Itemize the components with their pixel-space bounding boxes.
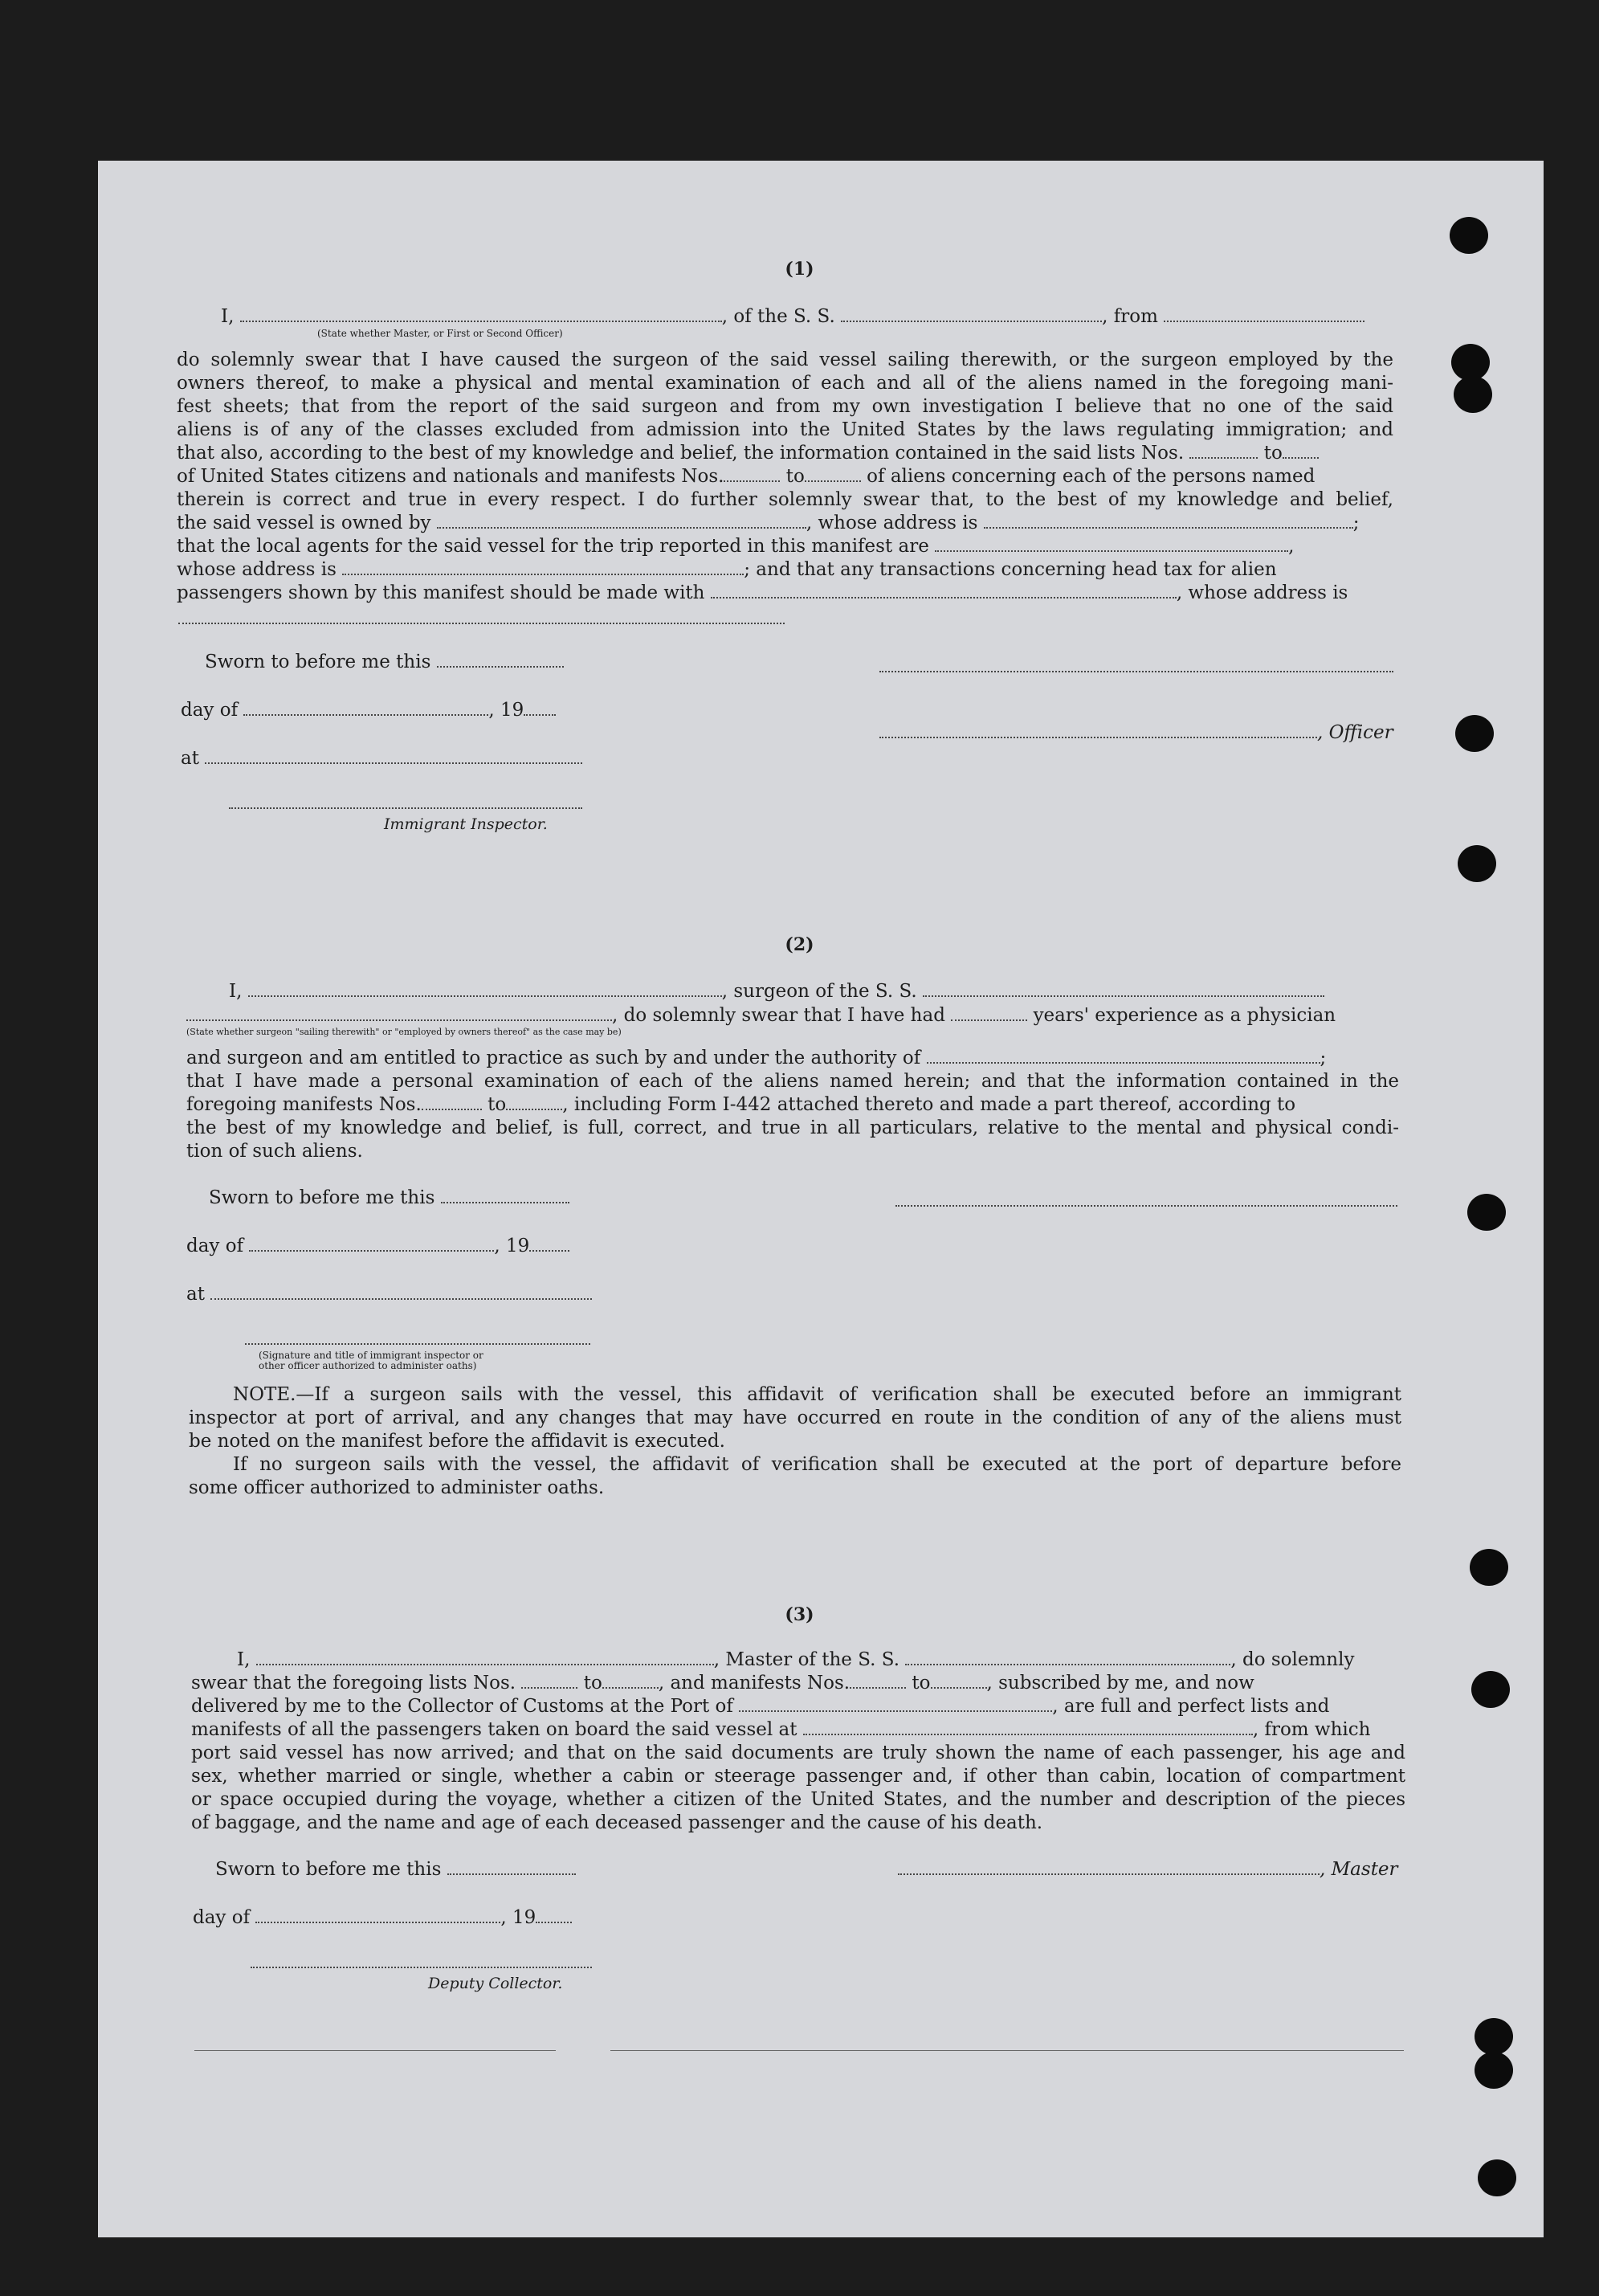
s3-paragraph-line: swear that the foregoing lists Nos. to , and manifests Nos. to , subscribed by me, and now [191, 1673, 1254, 1693]
s2-at-line: at [186, 1283, 592, 1306]
s2-inspector-signature-blank [245, 1343, 590, 1345]
s1-paragraph-line: that the local agents for the said vessel for the trip reported in this manifest are , [177, 536, 1295, 557]
binder-hole [1450, 217, 1488, 254]
bottom-rule-left [194, 2050, 556, 2051]
s2-note-line: NOTE.—If a surgeon sails with the vessel, this affidavit of verification shall be executed before an immigrant [233, 1384, 1401, 1405]
s1-paragraph-line: the said vessel is owned by , whose address is ; [177, 513, 1360, 533]
s3-paragraph-line: port said vessel has now arrived; and that on the said documents are truly shown the name of each passenger, his age and [191, 1742, 1405, 1763]
s3-paragraph-line: manifests of all the passengers taken on board the said vessel at , from which [191, 1719, 1371, 1740]
s1-paragraph-line: therein is correct and true in every respect. I do further solemnly swear that, to the best of my knowledge and belief, [177, 489, 1393, 510]
section-1-number: (1) [785, 259, 814, 280]
binder-hole [1455, 715, 1494, 752]
s2-sig-caption: (Signature and title of immigrant inspector or [259, 1350, 483, 1361]
bottom-rule-right [610, 2050, 1404, 2051]
binder-hole [1467, 1194, 1506, 1231]
binder-hole [1458, 845, 1496, 882]
s2-caption-surgeon: (State whether surgeon "sailing therewith" or "employed by owners thereof" as the case may be) [186, 1027, 622, 1037]
s1-address-blank [178, 623, 785, 624]
s3-paragraph-line: delivered by me to the Collector of Customs at the Port of , are full and perfect lists and [191, 1696, 1330, 1717]
s2-note-line: be noted on the manifest before the affidavit is executed. [189, 1431, 725, 1452]
binder-hole [1478, 2159, 1516, 2196]
s2-day-line: day of , 19 [186, 1235, 569, 1258]
binder-hole [1471, 1671, 1510, 1708]
binder-hole [1470, 1549, 1508, 1586]
s2-paragraph-line: foregoing manifests Nos. to , including Form I-442 attached thereto and made a part thereof, according to [186, 1094, 1296, 1115]
s2-note-line: inspector at port of arrival, and any changes that may have occurred en route in the condition of any of the aliens must [189, 1407, 1401, 1428]
s2-note-line: some officer authorized to administer oaths. [189, 1477, 605, 1498]
s3-paragraph-line: or space occupied during the voyage, whether a citizen of the United States, and the number and description of the pieces [191, 1789, 1405, 1810]
s1-line-oath-header: I, , of the S. S. , from [221, 305, 1364, 329]
s1-sworn-line: Sworn to before me this [205, 651, 564, 674]
s1-paragraph-line: do solemnly swear that I have caused the surgeon of the said vessel sailing therewith, or the surgeon employed by the [177, 349, 1393, 370]
s1-day-line: day of , 19 [181, 699, 556, 722]
s3-paragraph-line: sex, whether married or single, whether a cabin or steerage passenger and, if other than cabin, location of compartment [191, 1766, 1405, 1787]
s1-paragraph-line: passengers shown by this manifest should be made with , whose address is [177, 582, 1348, 603]
s3-sworn-line: Sworn to before me this [215, 1858, 576, 1881]
s1-paragraph-line: that also, according to the best of my knowledge and belief, the information contained in the said lists Nos. to [177, 442, 1319, 465]
s1-paragraph-line: fest sheets; that from the report of the said surgeon and from my own investigation I believe that no one of the said [177, 396, 1393, 417]
s2-paragraph-line: that I have made a personal examination of each of the aliens named herein; and that the information contained in the [186, 1071, 1399, 1092]
binder-hole [1454, 376, 1492, 413]
section-2-number: (2) [785, 934, 814, 955]
s3-collector-signature-blank [251, 1967, 592, 1968]
s3-paragraph-line: of baggage, and the name and age of each deceased passenger and the cause of his death. [191, 1812, 1043, 1833]
s2-line-oath-header: I, , surgeon of the S. S. [229, 980, 1324, 1003]
s2-paragraph-line: and surgeon and am entitled to practice as such by and under the authority of ; [186, 1048, 1327, 1068]
s1-paragraph-line: of United States citizens and nationals and manifests Nos. to of aliens concerning each of the persons named [177, 466, 1316, 487]
s2-line-experience: , do solemnly swear that I have had years' experience as a physician [186, 1004, 1336, 1027]
s1-paragraph-line: owners thereof, to make a physical and mental examination of each and all of the aliens named in the foregoing mani- [177, 373, 1393, 394]
binder-hole [1475, 2018, 1513, 2055]
s3-collector-caption: Deputy Collector. [428, 1975, 563, 1992]
s2-signature-blank [895, 1205, 1397, 1207]
s1-at-line: at [181, 747, 582, 770]
s3-day-line: day of , 19 [193, 1906, 572, 1930]
s2-sworn-line: Sworn to before me this [209, 1187, 569, 1210]
s3-master-line: , Master [898, 1858, 1398, 1881]
s1-inspector-caption: Immigrant Inspector. [384, 815, 548, 833]
s1-inspector-signature-blank [229, 807, 582, 809]
section-3-number: (3) [785, 1604, 814, 1625]
s1-paragraph-line: aliens is of any of the classes excluded from admission into the United States by the laws regulating immigration; and [177, 419, 1393, 440]
s2-paragraph-line: tion of such aliens. [186, 1141, 363, 1162]
s1-officer-line: , Officer [879, 721, 1393, 745]
s1-caption-master: (State whether Master, or First or Second Officer) [317, 328, 563, 339]
s2-note-line: If no surgeon sails with the vessel, the affidavit of verification shall be executed at the port of departure before [233, 1454, 1401, 1475]
binder-hole [1475, 2052, 1513, 2089]
s3-line-oath-header: I, , Master of the S. S. , do solemnly [237, 1649, 1355, 1670]
s1-officer-blank-1 [879, 671, 1393, 672]
s1-paragraph-line: whose address is ; and that any transactions concerning head tax for alien [177, 559, 1277, 580]
s2-sig-caption: other officer authorized to administer oaths) [259, 1360, 477, 1371]
s2-paragraph-line: the best of my knowledge and belief, is full, correct, and true in all particulars, relative to the mental and physical condi- [186, 1117, 1399, 1138]
